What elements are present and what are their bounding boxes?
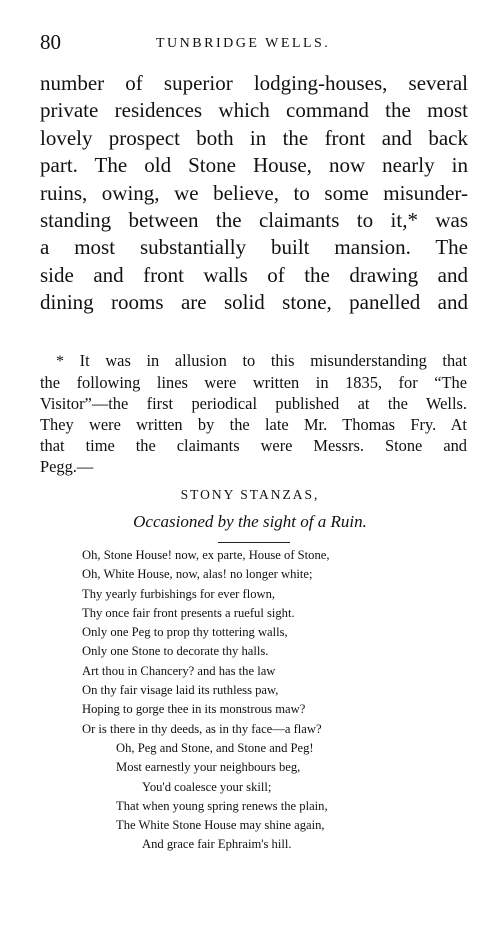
footnote-line: that time the claimants were Messrs. Stone and — [40, 436, 467, 455]
poem-subtitle: Occasioned by the sight of a Ruin. — [133, 512, 367, 531]
footnote — [40, 350, 467, 477]
body-line: number of superior lodging-houses, several — [40, 71, 468, 95]
footnote-line: the following lines were written in 1835, for “The — [40, 373, 467, 392]
body-line: private residences which command the most — [40, 98, 468, 123]
poem-line: Most earnestly your neighbours beg, — [116, 760, 301, 775]
poem-line: The White Stone House may shine again, — [116, 818, 325, 833]
footnote-line — [40, 350, 467, 372]
poem-line: Oh, Peg and Stone, and Stone and Peg! — [116, 740, 314, 755]
page-header — [40, 30, 470, 54]
poem-line: Only one Stone to decorate thy halls. — [82, 644, 269, 659]
poem-line: And grace fair Ephraim's hill. — [142, 837, 292, 852]
body-line: a most substantially built mansion. The — [40, 235, 468, 260]
body-paragraph — [40, 70, 468, 317]
body-line: side and front walls of the drawing and — [40, 262, 468, 287]
body-line: dining rooms are solid stone, panelled and — [40, 290, 468, 315]
poem-line: Art thou in Chancery? and has the law — [82, 663, 276, 678]
footnote-marker: * — [56, 353, 64, 370]
poem-line: That when young spring renews the plain, — [116, 798, 328, 813]
poem-line: Only one Peg to prop thy tottering walls, — [82, 625, 288, 640]
divider-rule — [218, 542, 290, 543]
footnote-text: It was in allusion to this misunderstanding that — [79, 351, 467, 370]
footnote-line: They were written by the late Mr. Thomas Fry. At — [40, 415, 467, 434]
body-line: standing between the claimants to it,* was — [40, 208, 468, 233]
running-head: TUNBRIDGE WELLS. — [156, 36, 331, 51]
poem-line: Oh, Stone House! now, ex parte, House of Stone, — [82, 548, 330, 562]
poem-line: Or is there in thy deeds, as in thy face—a flaw? — [82, 721, 322, 736]
poem-line: On thy fair visage laid its ruthless paw, — [82, 683, 279, 698]
poem-line: Hoping to gorge thee in its monstrous maw? — [82, 702, 306, 717]
footnote-line: Pegg.— — [40, 457, 94, 476]
poem-body — [82, 546, 432, 855]
poem-line: Thy once fair front presents a rueful sight. — [82, 605, 295, 620]
poem-line: Oh, White House, now, alas! no longer white; — [82, 567, 313, 582]
body-line: ruins, owing, we believe, to some misunder- — [40, 180, 468, 205]
poem-line: Thy yearly furbishings for ever flown, — [82, 586, 276, 601]
page-number: 80 — [40, 30, 61, 54]
body-line: part. The old Stone House, now nearly in — [40, 153, 468, 178]
footnote-line: Visitor”—the first periodical published at the Wells. — [40, 394, 467, 413]
poem-title: STONY STANZAS, — [180, 487, 320, 502]
body-line: lovely prospect both in the front and back — [40, 125, 468, 150]
poem-line: You'd coalesce your skill; — [142, 779, 272, 794]
